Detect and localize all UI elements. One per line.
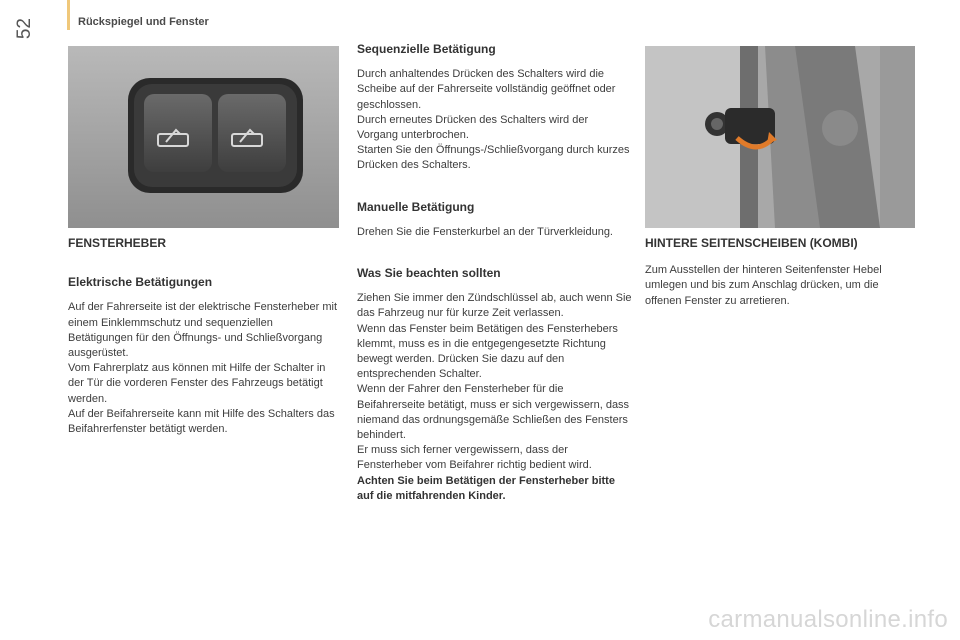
- paragraph: Drehen Sie die Fensterkurbel an der Türverkleidung.: [357, 225, 613, 238]
- header-accent-bar: [67, 0, 70, 30]
- window-switches-photo: [68, 46, 339, 228]
- paragraph: Vom Fahrerplatz aus können mit Hilfe der Schalter in der Tür die vorderen Fenster des Fahrzeugs betätigt werden.: [68, 362, 326, 405]
- column-window-regulators: [68, 236, 340, 437]
- paragraph: Starten Sie den Öffnungs-/Schließvorgang durch kurzes Drücken des Schalters.: [357, 144, 630, 172]
- column-rear-windows: [645, 236, 915, 309]
- paragraph: Ziehen Sie immer den Zündschlüssel ab, auch wenn Sie das Fahrzeug nur für kurze Zeit verlassen.: [357, 292, 632, 320]
- page-number: 52: [14, 18, 35, 40]
- paragraph: Auf der Beifahrerseite kann mit Hilfe des Schalters das Beifahrerfenster betätigt werden.: [68, 407, 335, 436]
- heading-fensterheber: FENSTERHEBER: [68, 236, 167, 250]
- heading-rear-windows: HINTERE SEITENSCHEIBEN (KOMBI): [645, 236, 858, 250]
- rear-window-latch-photo: [645, 46, 915, 228]
- paragraph: Wenn das Fenster beim Betätigen des Fensterhebers klemmt, muss es in die entgegengesetzte Richtung bewegt werden. Drücken Sie dazu auf den entsprechenden Schalter.: [357, 322, 618, 381]
- paragraph: Zum Ausstellen der hinteren Seitenfenster Hebel umlegen und bis zum Anschlag drücken, um die offenen Fenster zu arretieren.: [645, 264, 882, 307]
- warning-text: Achten Sie beim Betätigen der Fensterheber bitte auf die mitfahrenden Kinder.: [357, 474, 615, 502]
- paragraph: Auf der Fahrerseite ist der elektrische Fensterheber mit einem Einklemmschutz und sequenziellen Betätigungen für den Öffnungs- und Schließvorgang ausgerüstet.: [68, 301, 338, 360]
- section-header: Rückspiegel und Fenster: [78, 16, 209, 28]
- heading-sequential: Sequenzielle Betätigung: [357, 42, 496, 56]
- paragraph: Wenn der Fahrer den Fensterheber für die Beifahrerseite betätigt, muss er sich vergewissern, dass niemand das ordnungsgemäße Schließen des Fensters behindert.: [357, 383, 630, 442]
- subheading-electric: Elektrische Betätigungen: [68, 275, 213, 290]
- heading-notes: Was Sie beachten sollten: [357, 266, 501, 281]
- paragraph: Durch erneutes Drücken des Schalters wird der Vorgang unterbrochen.: [357, 113, 589, 142]
- paragraph: Durch anhaltendes Drücken des Schalters wird die Scheibe auf der Fahrerseite vollständig geöffnet oder geschlossen.: [357, 68, 616, 111]
- paragraph: Er muss sich ferner vergewissern, dass der Fensterheber vom Beifahrer richtig bedient wird.: [357, 444, 592, 472]
- heading-manual: Manuelle Betätigung: [357, 199, 475, 214]
- watermark: carmanualsonline.info: [708, 606, 948, 633]
- column-operation: [357, 42, 632, 504]
